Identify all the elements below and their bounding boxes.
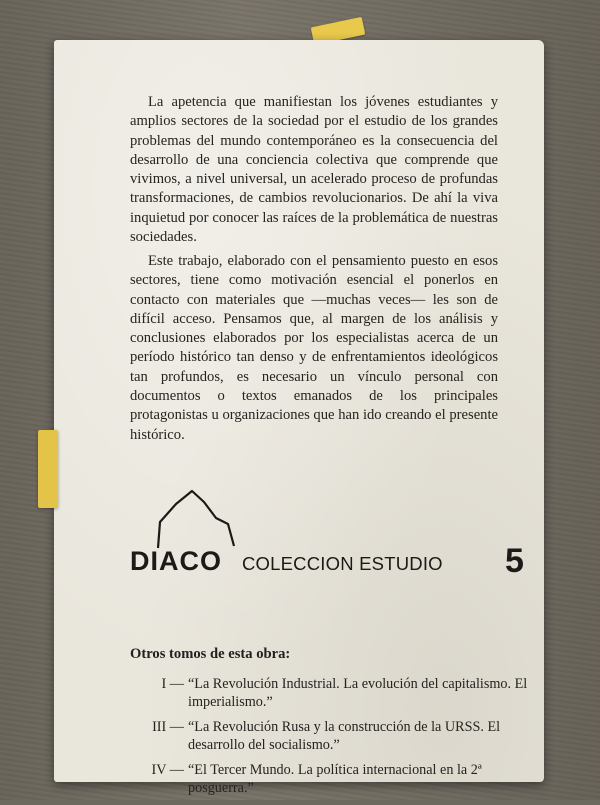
volume-number: I — xyxy=(161,676,184,692)
collection-number: 5 xyxy=(505,542,524,580)
volume-number: IV — xyxy=(151,762,184,778)
publisher-logo xyxy=(130,488,524,628)
blurb-paragraph-2: Este trabajo, elaborado con el pensamiento puesto en esos sectores, tiene como motivación esencial el ponerlos en contacto con materiales que —muchas veces— les son de difícil acceso. Pensamos que, al margen de los análisis y conclusiones elaborados por los especialistas acerca de un período histórico tan denso y de enfrentamientos ideológicos tan profundos, es necesario un vínculo personal con documentos o textos emanados de los principales protagonistas u organizaciones que han ido creando el presente histórico. xyxy=(130,253,498,443)
bookmark-ribbon-side xyxy=(38,430,58,508)
publisher-brand: DIACO xyxy=(130,546,222,576)
volume-title: “La Revolución Industrial. La evolución del capitalismo. El imperialismo.” xyxy=(188,676,528,710)
book-back-cover xyxy=(54,40,544,796)
collection-name: COLECCION ESTUDIO xyxy=(242,553,443,574)
volume-item xyxy=(130,719,530,754)
other-volumes-heading: Otros tomos de esta obra: xyxy=(130,646,291,662)
volume-number: III — xyxy=(152,719,184,735)
volume-item xyxy=(130,676,530,711)
volume-title: “La Revolución Rusa y la construcción de la URSS. El desarrollo del socialismo.” xyxy=(188,719,501,753)
other-volumes-list xyxy=(130,676,530,805)
volume-item xyxy=(130,762,530,797)
blurb-paragraph-1: La apetencia que manifiestan los jóvenes estudiantes y amplios sectores de la sociedad por el estudio de los grandes problemas del mundo contemporáneo es la consecuencia del desarrollo de una conciencia colectiva que comprende que vivimos, a nivel universal, un acelerado proceso de profundas transformaciones, de cambios revolucionarios. De ahí la viva inquietud por conocer las raíces de la problemática de nuestras sociedades. xyxy=(130,94,498,246)
volume-title: “El Tercer Mundo. La política internacional en la 2ª posguerra.” xyxy=(188,762,482,796)
